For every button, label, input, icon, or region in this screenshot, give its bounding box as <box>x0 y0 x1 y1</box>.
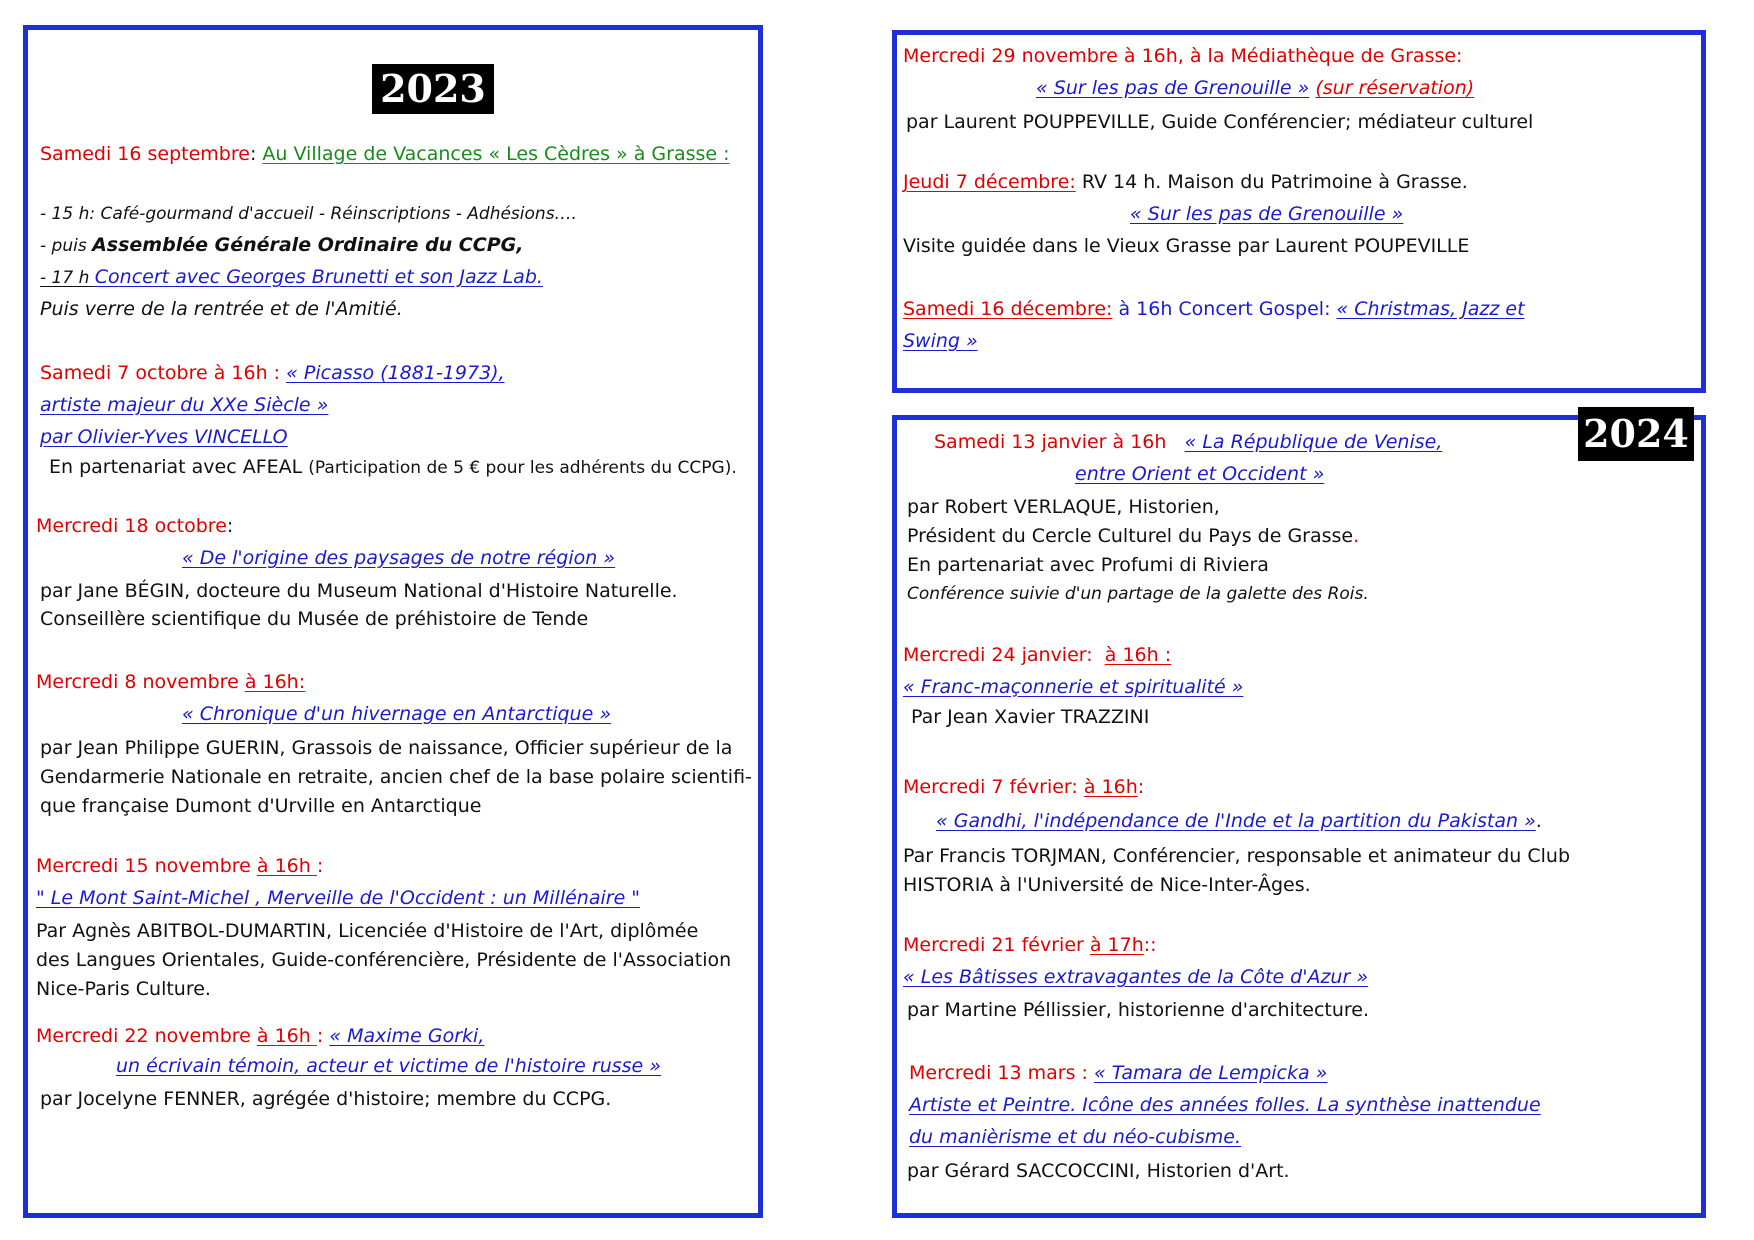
event-line: des Langues Orientales, Guide-conférencière, Présidente de l'Association <box>36 949 732 971</box>
event-title: « Picasso (1881-1973), <box>286 362 505 384</box>
event-title: Concert avec Georges Brunetti et son Jazz Lab. <box>94 266 543 288</box>
event-line: Président du Cercle Culturel du Pays de Grasse <box>907 525 1354 547</box>
event-title: " Le Mont Saint-Michel , Merveille de l'Occident : un Millénaire " <box>36 887 641 909</box>
event-title: « Christmas, Jazz et <box>1336 298 1525 320</box>
year-badge-2023: 2023 <box>372 64 494 114</box>
event-line: Nice-Paris Culture. <box>36 978 211 1000</box>
event-date: Samedi 16 septembre <box>40 143 250 165</box>
event-title: « Sur les pas de Grenouille » <box>1036 77 1310 99</box>
event-title: « Gandhi, l'indépendance de l'Inde et la partition du Pakistan » <box>936 810 1536 832</box>
event-note: (Participation de 5 € pour les adhérents du CCPG). <box>308 458 737 478</box>
event-time: à 17h <box>1089 934 1144 956</box>
event-line: HISTORIA à l'Université de Nice-Inter-Âges. <box>903 874 1311 896</box>
event-time: à 16h <box>256 1025 317 1047</box>
event-line: Par Francis TORJMAN, Conférencier, responsable et animateur du Club <box>903 845 1571 867</box>
event-title: « Tamara de Lempicka » <box>1093 1062 1328 1084</box>
event-date: Jeudi 7 décembre: <box>903 171 1076 193</box>
event-time: à 16h <box>1083 776 1138 798</box>
event-title: « Les Bâtisses extravagantes de la Côte d'Azur » <box>903 966 1369 988</box>
event-date: Samedi 16 décembre: <box>903 298 1113 320</box>
event-title: entre Orient et Occident » <box>1075 463 1325 485</box>
event-line: à 16h Concert Gospel: <box>1112 298 1337 320</box>
event-title: artiste majeur du XXe Siècle » <box>40 394 329 416</box>
event-time: à 16h : <box>1104 644 1172 666</box>
event-date: Mercredi 29 novembre à 16h, à la Médiathèque de Grasse: <box>903 45 1463 67</box>
event-date: Samedi 13 janvier à 16h <box>934 431 1167 453</box>
event-date: Mercredi 8 novembre <box>36 671 245 693</box>
event-venue: Au Village de Vacances « Les Cèdres » à Grasse : <box>262 143 730 165</box>
event-line: par Martine Péllissier, historienne d'architecture. <box>907 999 1370 1021</box>
event-date: Mercredi 22 novembre <box>36 1025 257 1047</box>
event-title: un écrivain témoin, acteur et victime de l'histoire russe » <box>116 1055 662 1077</box>
event-line: Conseillère scientifique du Musée de préhistoire de Tende <box>40 608 589 630</box>
event-line: par Jean Philippe GUERIN, Grassois de naissance, Officier supérieur de la <box>40 737 733 759</box>
event-title: Artiste et Peintre. Icône des années folles. La synthèse inattendue <box>909 1094 1541 1116</box>
event-date: Mercredi 15 novembre <box>36 855 257 877</box>
event-title: « La République de Venise, <box>1184 431 1443 453</box>
event-title: « De l'origine des paysages de notre région » <box>182 547 616 569</box>
event-title: « Franc-maçonnerie et spiritualité » <box>903 676 1244 698</box>
event-line: par Robert VERLAQUE, Historien, <box>907 496 1220 518</box>
event-title: Assemblée Générale Ordinaire du CCPG, <box>92 234 524 256</box>
event-note: Conférence suivie d'un partage de la galette des Rois. <box>907 584 1369 604</box>
event-title: « Maxime Gorki, <box>329 1025 485 1047</box>
event-date: Samedi 7 octobre à 16h <box>40 362 268 384</box>
event-date: Mercredi 24 janvier: <box>903 644 1093 666</box>
event-line: par Gérard SACCOCCINI, Historien d'Art. <box>907 1160 1290 1182</box>
event-line: RV 14 h. Maison du Patrimoine à Grasse. <box>1075 171 1468 193</box>
event-line: que française Dumont d'Urville en Antarctique <box>40 795 482 817</box>
event-note: (sur réservation) <box>1315 77 1475 99</box>
event-date: Mercredi 18 octobre <box>36 515 227 537</box>
event-line: Puis verre de la rentrée et de l'Amitié. <box>40 298 403 320</box>
event-partner: En partenariat avec Profumi di Riviera <box>907 554 1269 576</box>
event-date: Mercredi 21 février <box>903 934 1090 956</box>
event-speaker: par Olivier-Yves VINCELLO <box>40 426 288 448</box>
event-date: Mercredi 7 février: <box>903 776 1084 798</box>
event-title: Swing » <box>903 330 978 352</box>
event-line: par Jocelyne FENNER, agrégée d'histoire; membre du CCPG. <box>40 1088 612 1110</box>
event-title: « Chronique d'un hivernage en Antarctique » <box>182 703 612 725</box>
event-title: « Sur les pas de Grenouille » <box>1130 203 1404 225</box>
event-partner: En partenariat avec AFEAL <box>49 456 303 478</box>
year-badge-2024: 2024 <box>1578 407 1694 461</box>
event-line: Par Agnès ABITBOL-DUMARTIN, Licenciée d'Histoire de l'Art, diplômée <box>36 920 699 942</box>
event-line: par Jane BÉGIN, docteure du Museum National d'Histoire Naturelle. <box>40 580 678 602</box>
event-date: Mercredi 13 mars : <box>909 1062 1094 1084</box>
event-line: Gendarmerie Nationale en retraite, ancien chef de la base polaire scientifi- <box>40 766 752 788</box>
event-time: à 16h: <box>244 671 306 693</box>
event-line: Visite guidée dans le Vieux Grasse par Laurent POUPEVILLE <box>903 235 1470 257</box>
event-time: à 16h <box>256 855 317 877</box>
event-line: Par Jean Xavier TRAZZINI <box>911 706 1150 728</box>
event-line: - 15 h: Café-gourmand d'accueil - Réinscriptions - Adhésions…. <box>40 204 577 224</box>
event-line: par Laurent POUPPEVILLE, Guide Conférencier; médiateur culturel <box>906 111 1534 133</box>
event-title: du manièrisme et du néo-cubisme. <box>909 1126 1242 1148</box>
